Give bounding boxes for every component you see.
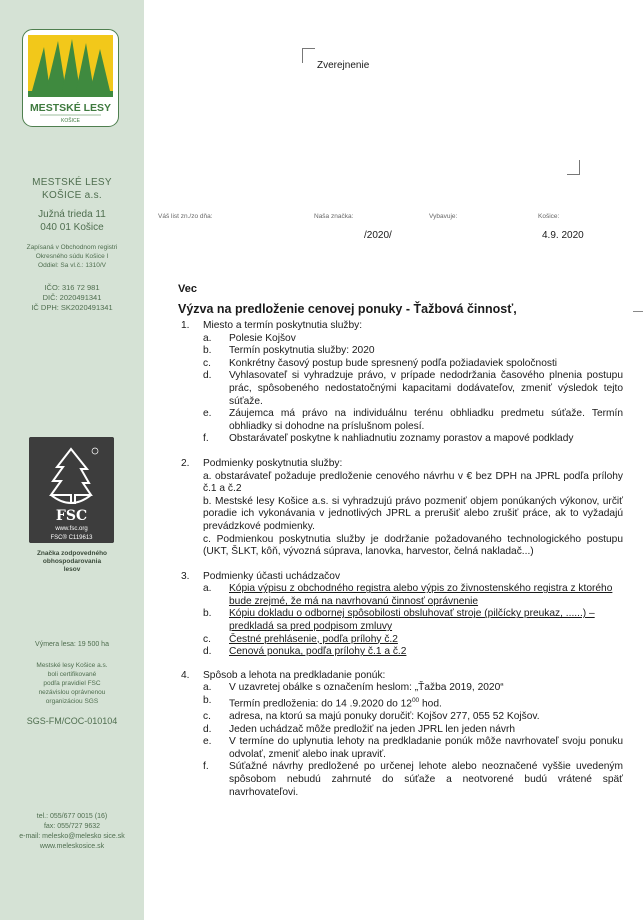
list-item: a. obstarávateľ požaduje predloženie cenového návrhu v € bez DPH na JPRL podľa prílohy č.1 a č.2 bbox=[203, 470, 623, 495]
list-item: a. V uzavretej obálke s označením heslom: „Ťažba 2019, 2020“ bbox=[203, 682, 504, 694]
letter-body bbox=[144, 0, 643, 920]
ref-label-handled-by: Vybavuje: bbox=[429, 213, 458, 220]
list-item: b. Termín predloženia: do 14 .9.2020 do $12^{00}$ hod. bbox=[203, 695, 442, 710]
section-heading: Miesto a termín poskytnutia služby: bbox=[203, 320, 363, 331]
subject-label: Vec bbox=[178, 283, 197, 295]
fsc-brand: FSC bbox=[55, 508, 88, 524]
forest-area: Výmera lesa: 19 500 ha bbox=[35, 641, 109, 648]
list-item: b. Termín poskytnutia služby: 2020 bbox=[203, 345, 375, 357]
list-item: d. Cenová ponuka, podľa prílohy č.1 a č.2 bbox=[203, 646, 407, 658]
letterhead-sidebar bbox=[0, 0, 144, 920]
list-item: f. Obstarávateľ poskytne k nahliadnutiu zoznamy porastov a mapové podklady bbox=[203, 433, 574, 445]
letter-date: 4.9. 2020 bbox=[542, 230, 584, 241]
certification-info: Mestské lesy Košice a.s. boli certifikované podľa pravidiel FSC nezávislou oprávnenou organizáciou SGS bbox=[36, 662, 108, 705]
logo-subtext: KOŠICE bbox=[61, 118, 80, 124]
section-1: 1. Miesto a termín poskytnutia služby: a. Polesie Kojšov b. Termín poskytnutia služby: 2020 c. Konkrétny časový postup bude spresnený podľa požiadaviek spoločnosti d. Vyhlasovateľ si vyhradzuje právo, v prípade nedodržania časového plnenia postupu prác, spôsobeného nedostatočnými kapacitami dodávateľov, zmeniť výsledok tejto súťaže. e. Záujemca má právo na individuálnu terénu obhliadku predmetu súťaže. Termín obhliadky si dohodne na príslušnom polesí. f. Obstarávateľ poskytne k nahliadnutiu zoznamy porastov a mapové podklady bbox=[181, 320, 623, 445]
recipient: Zverejnenie bbox=[317, 60, 370, 71]
website: www.meleskosice.sk bbox=[39, 843, 105, 850]
our-reference: /2020/ bbox=[364, 230, 392, 241]
list-item: a. Kópia výpisu z obchodného registra alebo výpis zo živnostenského registra z ktorého bude zrejmé, že má na navrhovanú činnosť oprávnenie bbox=[203, 583, 613, 607]
list-item: c. Konkrétny časový postup bude spresnený podľa požiadaviek spoločnosti bbox=[203, 357, 558, 369]
company-ids: IČO: 316 72 981 DIČ: 2020491341 IČ DPH: SK2020491341 bbox=[31, 283, 113, 312]
email: e-mail: melesko@melesko sice.sk bbox=[19, 833, 125, 840]
list-item: c. Čestné prehlásenie, podľa prílohy č.2 bbox=[203, 633, 398, 645]
company-name: MESTSKÉ LESY KOŠICE a.s. bbox=[32, 177, 112, 201]
section-heading: Spôsob a lehota na predkladanie ponúk: bbox=[203, 669, 386, 681]
fsc-caption: Značka zodpovedného obhospodarovania lesov bbox=[36, 550, 108, 573]
address-window-corner bbox=[302, 48, 315, 63]
fax: fax: 055/727 9632 bbox=[43, 823, 101, 830]
list-item: d. Vyhlasovateľ si vyhradzuje právo, v prípade nedodržania časového plnenia postupu prác, spôsobeného nedostatočnými kapacitami dodávateľov, zmeniť výsledok tejto súťaže. bbox=[203, 370, 623, 407]
section-heading: Podmienky poskytnutia služby: bbox=[203, 457, 343, 469]
company-logo bbox=[22, 29, 119, 127]
fsc-web: www.fsc.org bbox=[55, 526, 88, 532]
company-address: Južná trieda 11 040 01 Košice bbox=[38, 209, 106, 233]
list-item: b. Kópiu dokladu o odbornej spôsobilosti obsluhovať stroje (pilčícky preukaz, ......) – predkladá sa pred podpisom zmluvy bbox=[203, 608, 595, 633]
list-item: c. adresa, na ktorú sa majú ponuky doručiť: Kojšov 277, 055 52 Kojšov. bbox=[203, 711, 540, 723]
registration-info: Zapísaná v Obchodnom registri Okresného súdu Košice I Oddiel: Sa vl.č.: 1310/V bbox=[26, 244, 118, 269]
logo-text: MESTSKÉ LESY bbox=[29, 102, 112, 114]
ref-label-city: Košice: bbox=[538, 213, 560, 220]
document-title: Výzva na predloženie cenovej ponuky - Ťažbová činnosť, bbox=[178, 302, 517, 316]
fold-mark bbox=[633, 311, 643, 312]
list-item: e. Záujemca má právo na individuálnu terénu obhliadku predmetu súťaže. Termín obhliadky si dohodne na príslušnom polesí. bbox=[203, 408, 623, 432]
section-heading: Podmienky účasti uchádzačov bbox=[203, 570, 341, 582]
list-item: f. Súťažné návrhy predložené po určenej lehote alebo neoznačené vyššie uvedeným spôsobom nebudú zahrnuté do súťaže a neotvorené budú vrátené späť navrhovateľovi. bbox=[203, 761, 623, 798]
fsc-code: FSC® C119613 bbox=[50, 535, 93, 541]
contact-info bbox=[0, 812, 144, 852]
section-3: 3. Podmienky účasti uchádzačov a. Kópia výpisu z obchodného registra alebo výpis zo živnostenského registra z ktorého bude zrejmé, že má na navrhovanú činnosť oprávnenie b. Kópiu dokladu o odbornej spôsobilosti obsluhovať stroje (pilčícky preukaz, ......) – predkladá sa pred podpisom zmluvy c. Čestné prehlásenie, podľa prílohy č.2 d. Cenová ponuka, podľa prílohy č.1 a č.2 bbox=[178, 571, 623, 659]
list-item: c. Podmienkou poskytnutia služby je dodržanie požadovaného technologického postupu (UKT, ŠLKT, kôň, vývozná súprava, lanovka, harvestor, čelná nakladač...) bbox=[203, 533, 623, 558]
time-superscript: 00 bbox=[411, 697, 420, 705]
phone: tel.: 055/677 0015 (16) bbox=[36, 813, 108, 820]
ref-label-our-ref: Naša značka: bbox=[314, 213, 354, 220]
fsc-logo bbox=[29, 437, 114, 543]
section-4: 4. Spôsob a lehota na predkladanie ponúk: a. V uzavretej obálke s označením heslom: „Ťažba 2019, 2020“ b. Termín predloženia: do 14 .9.2020 do $12^{00}$ hod. c. adresa, na ktorú sa majú ponuky doručiť: Kojšov 277, 055 52 Kojšov. d. Jeden uchádzač môže predložiť na jeden JPRL len jeden návrh e. V termíne do uplynutia lehoty na predkladanie ponúk môže navrhovateľ svoju ponuku odvolať, zmeniť alebo inak upraviť. f. Súťažné návrhy predložené po určenej lehote alebo neoznačené vyššie uvedeným spôsobom nebudú zahrnuté do súťaže a neotvorené budú vrátené späť navrhovateľovi. bbox=[181, 669, 623, 798]
conditions-list bbox=[178, 320, 623, 799]
certification-code: SGS-FM/COC-010104 bbox=[26, 716, 118, 726]
section-2: 2. Podmienky poskytnutia služby: a. obstarávateľ požaduje predloženie cenového návrhu v € bez DPH na JPRL podľa prílohy č.1 a č.2 b. Mestské lesy Košice a.s. si vyhradzujú právo pozmeniť objem ponúkaných výkonov, určiť poradie ich vykonávania v jednotlivých JPRL a prerušiť alebo zrušiť práce, ak to vyžadajú prevádzkové podmienky. c. Podmienkou poskytnutia služby je dodržanie požadovaného technologického postupu (UKT, ŠLKT, kôň, vývozná súprava, lanovka, harvestor, čelná nakladač...) bbox=[181, 457, 623, 558]
list-item: e. V termíne do uplynutia lehoty na predkladanie ponúk môže navrhovateľ svoju ponuku odvolať, zmeniť alebo inak upraviť. bbox=[203, 736, 623, 760]
list-item: d. Jeden uchádzač môže predložiť na jeden JPRL len jeden návrh bbox=[203, 723, 516, 735]
ref-label-your-letter: Váš list zn./zo dňa: bbox=[158, 213, 213, 220]
address-window-corner bbox=[567, 160, 580, 175]
list-item: b. Mestské lesy Košice a.s. si vyhradzujú právo pozmeniť objem ponúkaných výkonov, určiť poradie ich vykonávania v jednotlivých JPRL a prerušiť alebo zrušiť práce, ak to vyžadajú prevádzkové podmienky. bbox=[203, 495, 623, 532]
list-item: a. Polesie Kojšov bbox=[203, 332, 296, 344]
